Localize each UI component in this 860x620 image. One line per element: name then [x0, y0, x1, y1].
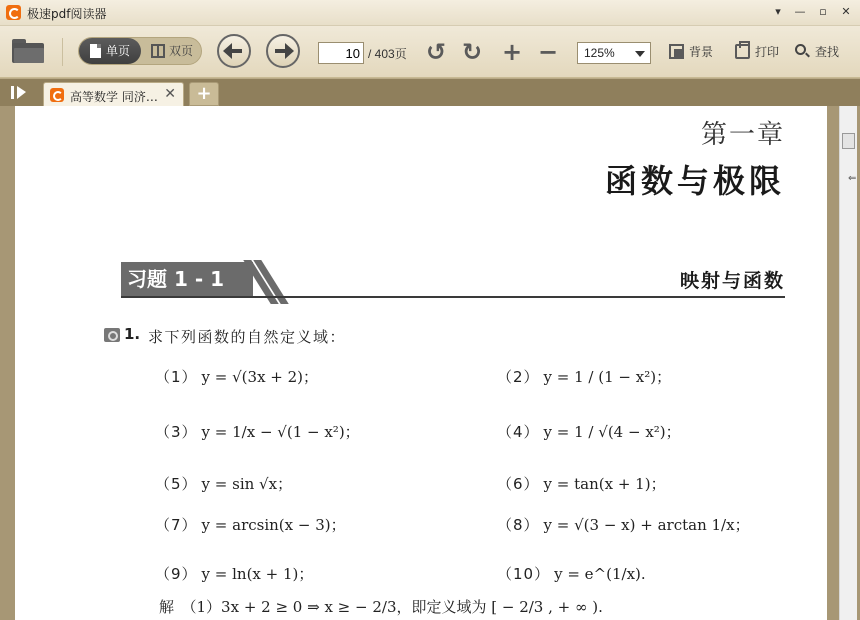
rotate-left-icon[interactable]: ↺	[425, 38, 447, 66]
close-button[interactable]: ✕	[841, 5, 851, 18]
window-title: 极速pdf阅读器	[27, 7, 107, 21]
chapter-label: 第一章	[700, 120, 785, 150]
exercise-item: （4） y = 1 / √(4 − x²)；	[497, 423, 681, 441]
printer-icon	[735, 44, 750, 59]
section-rule	[121, 296, 785, 298]
exercise-item: （10） y = e^(1/x).	[497, 565, 646, 583]
section-title: 映射与函数	[679, 270, 785, 292]
tab-close-icon[interactable]: ✕	[164, 86, 176, 102]
search-label: 查找	[815, 45, 840, 59]
chevron-down-icon	[635, 51, 645, 57]
zoom-value: 125%	[584, 46, 615, 60]
toolbar-divider	[62, 38, 63, 66]
exercise-item: （5） y = sin √x；	[155, 475, 293, 493]
exercise-item: （1） y = √(3x + 2)；	[155, 368, 319, 386]
single-page-label: 单页	[106, 44, 131, 58]
double-page-label: 双页	[169, 44, 194, 58]
zoom-out-icon[interactable]: −	[537, 38, 559, 66]
new-tab-button[interactable]: +	[189, 82, 219, 106]
search-button[interactable]	[795, 43, 839, 61]
menu-dropdown-button[interactable]: ▾	[775, 5, 781, 18]
page-number-input[interactable]	[318, 42, 364, 64]
answer-text: 解 （1）3x + 2 ≥ 0 ⇒ x ≥ − 2/3，即定义域为 [ − 2/3 , + ∞ ).	[159, 598, 603, 616]
minimize-button[interactable]: —	[794, 5, 806, 18]
single-page-icon	[90, 44, 101, 58]
toolbar	[0, 26, 860, 78]
exercise-item: （3） y = 1/x − √(1 − x²)；	[155, 423, 360, 441]
exercise-item: （8） y = √(3 − x) + arctan 1/x；	[497, 516, 750, 534]
scrollbar-thumb[interactable]	[842, 133, 855, 149]
double-page-button[interactable]	[143, 38, 201, 64]
print-label: 打印	[755, 45, 780, 59]
document-viewport	[0, 106, 860, 620]
page-total: / 403页	[368, 47, 407, 61]
title-bar	[0, 0, 860, 26]
next-page-button[interactable]	[266, 34, 300, 68]
sidebar-toggle-icon[interactable]	[9, 85, 31, 101]
maximize-button[interactable]: ▫	[819, 5, 827, 18]
exercise-item: （9） y = ln(x + 1)；	[155, 565, 314, 583]
exercise-item: （6） y = tan(x + 1)；	[497, 475, 666, 493]
question-icon	[104, 328, 120, 342]
app-logo-icon	[6, 5, 21, 20]
background-icon	[669, 44, 684, 59]
zoom-select[interactable]	[577, 42, 651, 64]
chapter-title: 函数与极限	[604, 162, 785, 200]
exercise-item: （2） y = 1 / (1 − x²)；	[497, 368, 672, 386]
question-number: 1.	[124, 325, 141, 343]
previous-page-button[interactable]	[217, 34, 251, 68]
exercise-banner: 习题 1 - 1	[121, 262, 253, 296]
question-text: 求下列函数的自然定义域：	[148, 328, 347, 346]
double-page-icon	[151, 44, 165, 58]
search-icon	[795, 44, 806, 55]
rotate-right-icon[interactable]: ↻	[461, 38, 483, 66]
pdf-file-icon	[50, 88, 64, 102]
open-folder-icon[interactable]	[12, 39, 44, 63]
print-button[interactable]	[735, 43, 779, 61]
panel-collapse-icon[interactable]: ⇐	[848, 173, 857, 184]
single-page-button[interactable]	[79, 38, 141, 64]
background-label: 背景	[689, 45, 714, 59]
exercise-item: （7） y = arcsin(x − 3)；	[155, 516, 346, 534]
document-tab[interactable]	[43, 82, 184, 107]
view-mode-toggle	[78, 37, 202, 65]
background-button[interactable]	[669, 43, 713, 61]
pdf-page	[15, 106, 827, 620]
zoom-in-icon[interactable]: +	[501, 38, 523, 66]
tab-bar	[0, 78, 860, 106]
tab-title: 高等数学 同济…	[70, 90, 158, 104]
